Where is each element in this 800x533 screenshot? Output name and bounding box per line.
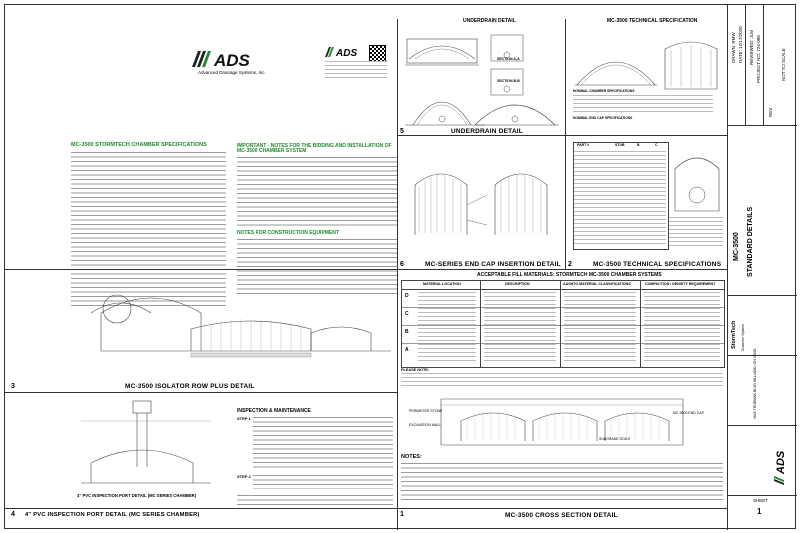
upper-band-line [397,135,727,136]
stub-col-label: STUB [615,143,625,147]
inspection-port-subtitle: 4" PVC INSPECTION PORT DETAIL (MC SERIES CHAMBER) [77,493,197,498]
panel-title-tech-spec: MC-3500 TECHNICAL SPECIFICATIONS [593,261,722,268]
ads-tagline: Advanced Drainage Systems, Inc. [198,70,266,75]
inspection-title: INSPECTION & MAINTENANCE [237,408,311,414]
fill-col-aashto: AASHTO MATERIAL CLASSIFICATIONS [563,282,631,286]
fill-col-description: DESCRIPTION [505,282,530,286]
subgrade-soils-label: SUBGRADE SOILS [599,437,630,441]
section-a-label: SECTION A-A [497,57,520,61]
panel-number-3: 3 [11,383,15,390]
inspection-step1: STEP 1 [237,416,251,421]
cross-section-notes [401,463,723,503]
svg-text:ADS: ADS [336,48,358,58]
bottom-band-line [5,508,727,509]
cross-section-drawing [401,391,723,451]
endcap-notes [669,217,723,247]
underdrain-top-title: UNDERDRAIN DETAIL [463,18,516,24]
drawn-by: DRAWN: RMW [731,32,736,63]
sheet-number: 1 [757,507,762,516]
inspection-notes [237,495,393,507]
endcap-stub-drawing [671,145,723,215]
header-fine-print [325,61,387,79]
company-address: 4640 TRUEMAN BLVD HILLIARD, OH 43026 [753,348,757,419]
fill-row-d: D [405,293,409,299]
panel-title-underdrain: UNDERDRAIN DETAIL [451,128,523,135]
reviewed-by: REVIEWED: JLM [749,29,754,65]
standard-name: MC-3500 [733,232,740,261]
endcap-insertion-drawing [405,145,559,255]
standard-details: STANDARD DETAILS [747,206,754,277]
notes-label: NOTES: [401,454,422,460]
excavation-wall-label: EXCAVATION WALL [409,423,442,427]
panel-title-isolator-row: MC-3500 ISOLATOR ROW PLUS DETAIL [125,383,255,390]
panel-number-5: 5 [400,128,404,135]
part-number-table [573,142,669,250]
svg-text:ADS: ADS [214,51,250,69]
section-b-label: SECTION B-B [497,79,520,83]
please-note-text [401,373,723,387]
upper-split-line [565,19,566,269]
stormtech-brand: StormTech [731,320,737,349]
ads-title-block-logo [767,435,791,491]
isolator-row-drawing [71,273,391,378]
mid-divider [397,19,398,269]
lower-mid-divider [397,269,398,530]
fill-col-compaction: COMPACTION / DENSITY REQUIREMENT [645,282,716,286]
ads-logo [192,49,264,69]
b-col-label: B [637,143,640,147]
nominal-chamber-specs-text [573,95,713,113]
fill-materials-table [401,280,725,368]
panel-number-2: 2 [568,261,572,268]
fill-row-b: B [405,329,409,335]
tech-spec-drawing [571,29,721,129]
fill-row-a: A [405,347,409,353]
rev-label: REV [768,107,773,117]
title-block-border [727,5,728,530]
c-col-label: C [655,143,658,147]
nominal-chamber-specs: NOMINAL CHAMBER SPECIFICATIONS [573,89,635,93]
panel-title-endcap-insertion: MC-SERIES END CAP INSERTION DETAIL [425,261,561,268]
panel-number-4: 4 [11,511,15,518]
not-to-scale: NOT TO SCALE [781,48,786,81]
isolator-bottom-line [5,392,397,393]
perimeter-stone-label: PERIMETER STONE [409,409,443,413]
ads-small-logo [325,45,363,57]
inspection-text-block-1 [253,417,393,469]
panel-number-1: 1 [400,511,404,518]
inspection-text-block-2 [253,475,393,489]
panel-number-6: 6 [400,261,404,268]
fill-table-title: ACCEPTABLE FILL MATERIALS: STORMTECH MC-3500 CHAMBER SYSTEMS [477,272,662,278]
notes-title: IMPORTANT - NOTES FOR THE BIDDING AND INSTALLATION OF MC-3500 CHAMBER SYSTEM [237,143,392,154]
end-cap-label: MC-3500 END CAP [673,411,704,415]
qr-code-icon [369,45,386,62]
panel-title-inspection-port: 4" PVC INSPECTION PORT DETAIL (MC SERIES CHAMBER) [25,512,200,518]
tech-spec-top-title: MC-3500 TECHNICAL SPECIFICATION [607,18,698,24]
nominal-endcap-specs: NOMINAL END CAP SPECIFICATIONS [573,116,633,120]
inspection-port-drawing [71,397,221,487]
middle-band-line [5,269,727,270]
sheet-label: SHEET [753,498,769,503]
specs-title: MC-3500 STORMTECH CHAMBER SPECIFICATIONS [71,142,207,148]
project-number: PROJECT NO: 724-086 [756,35,761,83]
drawing-date: DATE: 12/17/2020 [738,26,743,63]
construction-title: NOTES FOR CONSTRUCTION EQUIPMENT [237,230,339,236]
drawing-sheet [4,4,796,529]
panel-title-cross-section: MC-3500 CROSS SECTION DETAIL [505,512,618,519]
notes-text-block [237,157,397,227]
inspection-step2: STEP 2 [237,474,251,479]
part-col-label: PART # [577,143,590,147]
stormtech-sub: Chamber System [741,323,745,351]
svg-text:ADS: ADS [775,450,787,474]
underdrain-drawing [405,29,559,129]
fill-row-c: C [405,311,409,317]
fill-col-material-location: MATERIAL LOCATION [423,282,461,286]
please-note-label: PLEASE NOTE: [401,368,430,372]
